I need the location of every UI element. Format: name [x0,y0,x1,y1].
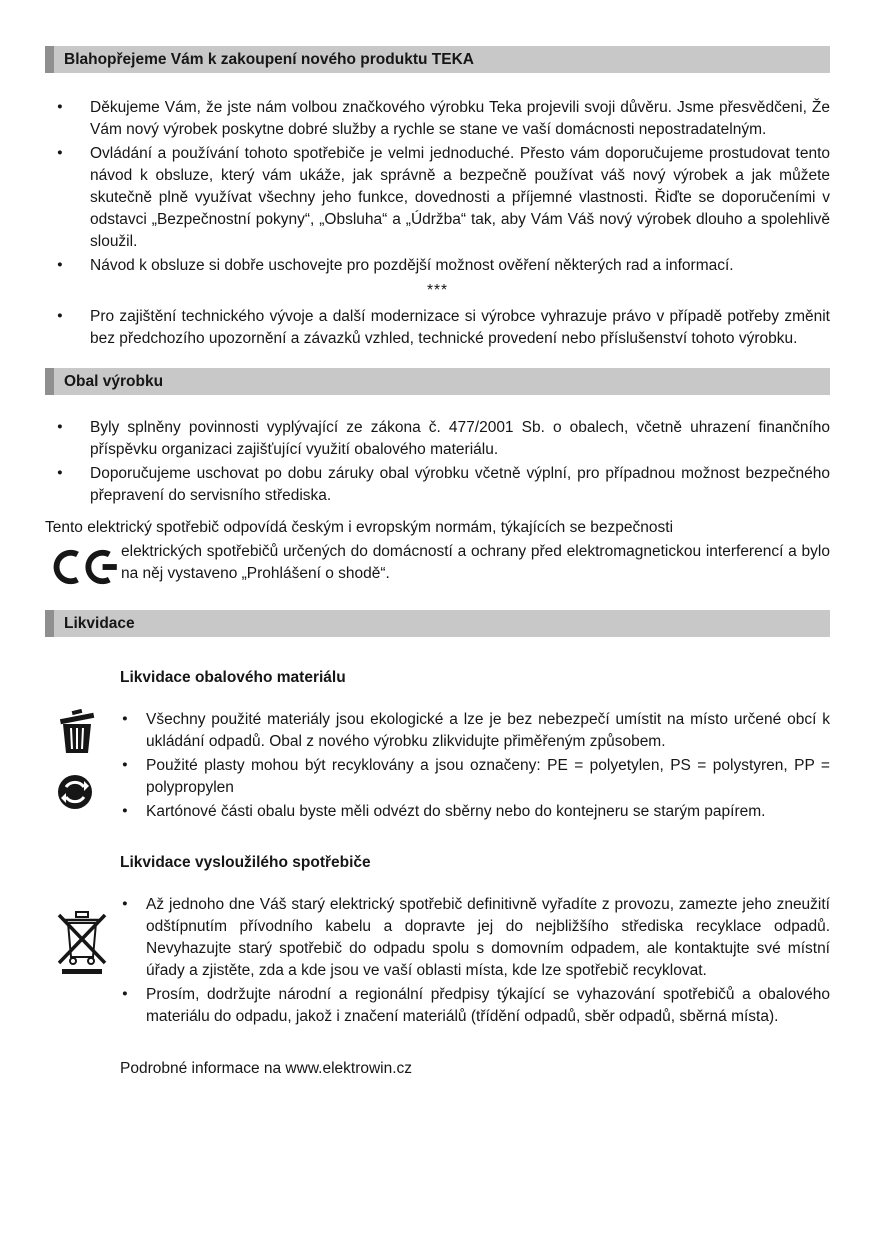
list-item [45,417,830,461]
recycle-icon [57,774,93,817]
disposal-sub1-icons [45,709,120,825]
section-header-packaging [45,368,830,395]
list-item [45,463,830,507]
section-title: Blahopřejeme Vám k zakoupení nového produktu TEKA [64,50,474,68]
disposal-sub2-list [120,894,830,1030]
list-item [45,97,830,141]
weee-crossed-bin-icon [55,910,109,983]
list-item [45,306,830,350]
section-header-disposal [45,610,830,637]
ce-mark-icon [45,541,121,598]
list-item-text: ● Všechny použité materiály jsou ekologické a lze je bez nebezpečí umístit na místo určené obcí k ukládání odpadů. Obal z nového výrobku zlikvidujte přiměřeným způsobem. [146,711,830,750]
list-item-text: ● Pro zajištění technického vývoje a další modernizace si výrobce vyhrazuje právo v případě potřeby změnit bez předchozího upozornění a závazků vzhled, technické provedení nebo příslušenství tohoto výrobku. [90,308,830,347]
list-item [120,801,830,823]
disposal-sub1-title: Likvidace obalového materiálu [120,669,346,686]
list-item [120,709,830,753]
list-item [120,984,830,1028]
section-title: Likvidace [64,614,135,632]
congrats-list [45,97,830,277]
list-item-text: ● Použité plasty mohou být recyklovány a jsou označeny: PE = polyetylen, PS = polystyren, PP = polypropylen [146,757,830,796]
disposal-sub2-block [45,894,830,1030]
disposal-sub2-title: Likvidace vysloužilého spotřebiče [120,854,371,871]
trash-bin-icon [55,709,97,762]
disposal-sub2-icons [45,894,120,1030]
list-item [120,755,830,799]
list-item-text: ● Návod k obsluze si dobře uschovejte pro pozdější možnost ověření některých rad a informací. [90,257,734,274]
list-item [45,255,830,277]
list-item-text: ● Až jednoho dne Váš starý elektrický spotřebič definitivně vyřadíte z provozu, zamezte jeho zneužití odštípnutím přívodního kabelu a dopravte jej do nejbližšího střediska recyklace odpadů. Nevyhazujte starý spotřebič do odpadu spolu s domovním odpadem, ale kontaktujte své místní úřady a zjistěte, zda a kde jsou ve vaší oblasti místa, kde lze spotřebič recyklovat. [146,896,830,979]
separator-stars: *** [426,282,449,299]
list-item [45,143,830,253]
packaging-list [45,417,830,507]
ce-paragraph-rest: elektrických spotřebičů určených do domácností a ochrany před elektromagnetickou interferencí a bylo na něj vystaveno „Prohlášení o shodě“. [121,543,830,582]
list-item-text: ● Doporučujeme uschovat po dobu záruky obal výrobku včetně výplní, pro případnou možnost bezpečného přepravení do servisního střediska. [90,465,830,504]
list-item-text: ● Děkujeme Vám, že jste nám volbou značkového výrobku Teka projevili svoji důvěru. Jsme přesvědčeni, Že Vám nový výrobek poskytne dobré služby a rychle se stane ve vaší domácnosti nepostradatelným. [90,99,830,138]
section-header-congrats [45,46,830,73]
list-item-text: ● Kartónové části obalu byste měli odvézt do sběrny nebo do kontejneru se starým papírem. [146,803,766,820]
info-url-text: Podrobné informace na www.elektrowin.cz [120,1060,413,1077]
ce-paragraph-line1: Tento elektrický spotřebič odpovídá českým i evropským normám, týkajících se bezpečnosti [45,519,674,536]
list-item [120,894,830,982]
disposal-sub1-list [120,709,830,825]
ce-paragraph-row [45,541,830,598]
notice-list [45,306,830,350]
list-item-text: ● Byly splněny povinnosti vyplývající ze zákona č. 477/2001 Sb. o obalech, včetně uhrazení finančního příspěvku organizaci zajišťující využití obalového materiálu. [90,419,830,458]
section-title: Obal výrobku [64,372,164,390]
list-item-text: ● Prosím, dodržujte národní a regionální předpisy týkající se vyhazování spotřebičů a obalového materiálu do odpadu, jakož i značení materiálů (třídění odpadů, sběr odpadů, sběrná místa). [146,986,830,1025]
disposal-sub1-block [45,709,830,825]
list-item-text: ● Ovládání a používání tohoto spotřebiče je velmi jednoduché. Přesto vám doporučujeme prostudovat tento návod k obsluze, který vám ukáže, jak správně a bezpečně používat váš nový výrobek a jak můžete skutečně plně využívat všechny jeho funkce, dovednosti a příjemné vlastnosti. Řiďte se doporučeními v odstavci „Bezpečnostní pokyny“, „Obsluha“ a „Údržba“ tak, aby Vám Váš nový výrobek dlouho a spolehlivě sloužil. [90,145,830,250]
